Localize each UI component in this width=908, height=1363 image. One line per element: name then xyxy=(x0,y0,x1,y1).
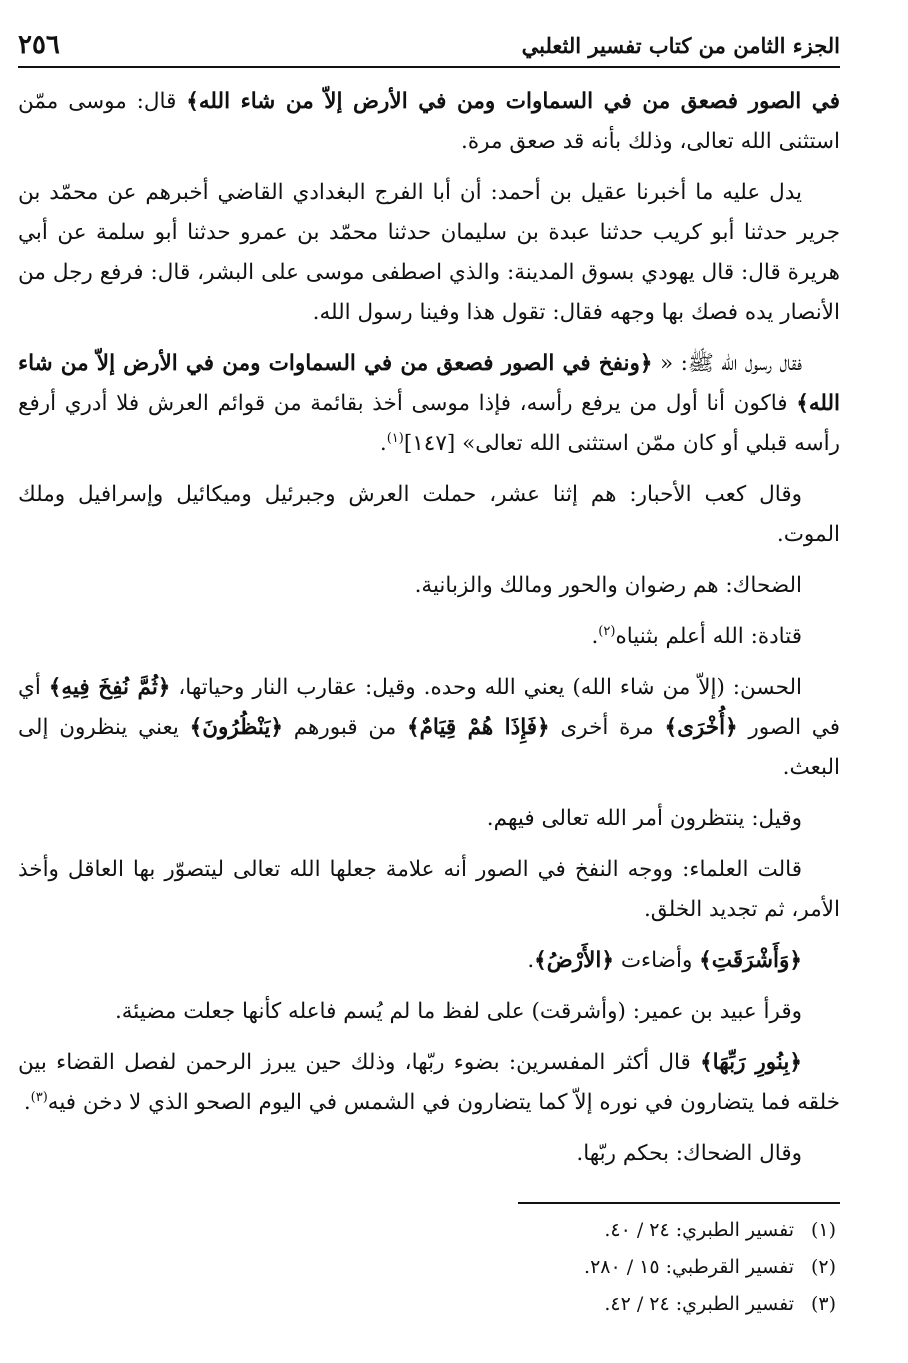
footnote-divider xyxy=(518,1202,840,1204)
main-text xyxy=(18,82,840,1174)
paragraph xyxy=(18,566,840,606)
quran-quote: ﴿ثُمَّ نُفِخَ فِيهِ﴾ xyxy=(48,675,171,700)
text-run: فاكون أنا أول من يرفع رأسه، فإذا موسى أخذ بقائمة من قوائم العرش فلا أدري أرفع رأسه قبلي أو كان ممّن استثنى الله تعالى» [١٤٧] xyxy=(18,391,840,456)
text-run: من قبورهم xyxy=(282,715,407,740)
text-run: يدل عليه ما أخبرنا عقيل بن أحمد: أن أبا الفرج البغدادي القاضي أخبرهم عن محمّد بن جرير حدثنا أبو كريب حدثنا عبدة بن سليمان حدثنا محمّد بن عمرو حدثنا أبو سلمة عن أبي هريرة قال: قال يهودي بسوق المدينة: والذي اصطفى موسى على البشر، قال: فرفع رجل من الأنصار يده فصك بها وجهه فقال: تقول هذا وفينا رسول الله. xyxy=(18,180,840,325)
text-run: وأضاءت xyxy=(613,948,700,973)
quran-quote: ﴿وَأَشْرَقَتِ﴾ xyxy=(699,948,802,973)
text-run: قال أكثر المفسرين: بضوء ربّها، وذلك حين يبرز الرحمن لفصل القضاء بين خلقه فما يتضارون في نوره إلاّ كما يتضارون في الشمس في اليوم الصحو الذي لا دخن فيه xyxy=(18,1050,840,1115)
text-run: يعني ينظرون إلى البعث. xyxy=(18,715,840,780)
text-run: قال: موسى ممّن استثنى الله تعالى، وذلك بأنه قد صعق مرة. xyxy=(18,89,840,154)
text-run: مرة أخرى xyxy=(549,715,665,740)
quran-quote: ﴿يَنْظُرُونَ﴾ xyxy=(189,715,283,740)
paragraph xyxy=(18,344,840,464)
footnote-text: تفسير القرطبي: ١٥ / ٢٨٠. xyxy=(584,1256,794,1278)
paragraph xyxy=(18,799,840,839)
footnote-number: (٢) xyxy=(810,1256,836,1278)
text-run: قتادة: الله أعلم بثنياه xyxy=(615,624,802,649)
text-run: أي في الصور xyxy=(18,675,840,740)
footnote-ref: (٢) xyxy=(598,623,616,639)
quran-quote: ﴿بِنُورِ رَبِّهَا﴾ xyxy=(700,1050,802,1075)
text-run: فقال رسول الله ﷺ: « xyxy=(652,351,802,376)
text-run: الضحاك: هم رضوان والحور ومالك والزبانية. xyxy=(414,573,802,598)
paragraph xyxy=(18,82,840,162)
footnote-number: (١) xyxy=(810,1219,836,1241)
quran-quote: في الصور فصعق من في السماوات ومن في الأرض إلاّ من شاء الله﴾ xyxy=(186,89,840,114)
footnote-ref: (١) xyxy=(386,430,404,446)
quran-quote: ﴿أُخْرَى﴾ xyxy=(664,715,738,740)
quran-quote: ﴿فَإِذَا هُمْ قِيَامٌ﴾ xyxy=(406,715,550,740)
paragraph xyxy=(18,1134,840,1174)
paragraph xyxy=(18,992,840,1032)
footnotes xyxy=(18,1212,840,1323)
text-run: . xyxy=(591,624,599,649)
paragraph xyxy=(18,617,840,657)
paragraph xyxy=(18,475,840,555)
footnote-item xyxy=(18,1249,840,1286)
text-run: وقرأ عبيد بن عمير: (وأشرقت) على لفظ ما لم يُسم فاعله كأنها جعلت مضيئة. xyxy=(114,999,802,1024)
text-run: وقيل: ينتظرون أمر الله تعالى فيهم. xyxy=(486,806,802,831)
text-run: الحسن: (إلاّ من شاء الله) يعني الله وحده. وقيل: عقارب النار وحياتها، xyxy=(170,675,802,700)
paragraph xyxy=(18,668,840,788)
footnote-number: (٣) xyxy=(810,1293,836,1315)
footnote-text: تفسير الطبري: ٢٤ / ٤٢. xyxy=(604,1293,794,1315)
text-run: . xyxy=(23,1090,31,1115)
paragraph xyxy=(18,941,840,981)
footnote-ref: (٣) xyxy=(30,1089,48,1105)
quran-quote: ﴿ونفخ في الصور فصعق من في السماوات ومن في الأرض إلاّ من شاء الله﴾ xyxy=(18,351,840,416)
text-run: . xyxy=(527,948,535,973)
footnote-item xyxy=(18,1212,840,1249)
paragraph xyxy=(18,850,840,930)
footnote-item xyxy=(18,1286,840,1323)
footnote-text: تفسير الطبري: ٢٤ / ٤٠. xyxy=(604,1219,794,1241)
paragraph xyxy=(18,1043,840,1123)
page-number: ٢٥٦ xyxy=(18,30,60,60)
paragraph xyxy=(18,173,840,333)
text-run: وقال الضحاك: بحكم ربّها. xyxy=(576,1141,802,1166)
page-header xyxy=(18,30,840,68)
running-title: الجزء الثامن من كتاب تفسير الثعلبي xyxy=(521,33,840,58)
text-run: قالت العلماء: ووجه النفخ في الصور أنه علامة جعلها الله تعالى ليتصوّر بها العاقل وأخذ الأمر، ثم تجديد الخلق. xyxy=(18,857,840,922)
quran-quote: ﴿الأَرْضُ﴾ xyxy=(534,948,614,973)
text-run: وقال كعب الأحبار: هم إثنا عشر، حملت العرش وجبرئيل وميكائيل وإسرافيل وملك الموت. xyxy=(18,482,840,547)
text-run: . xyxy=(379,431,387,456)
